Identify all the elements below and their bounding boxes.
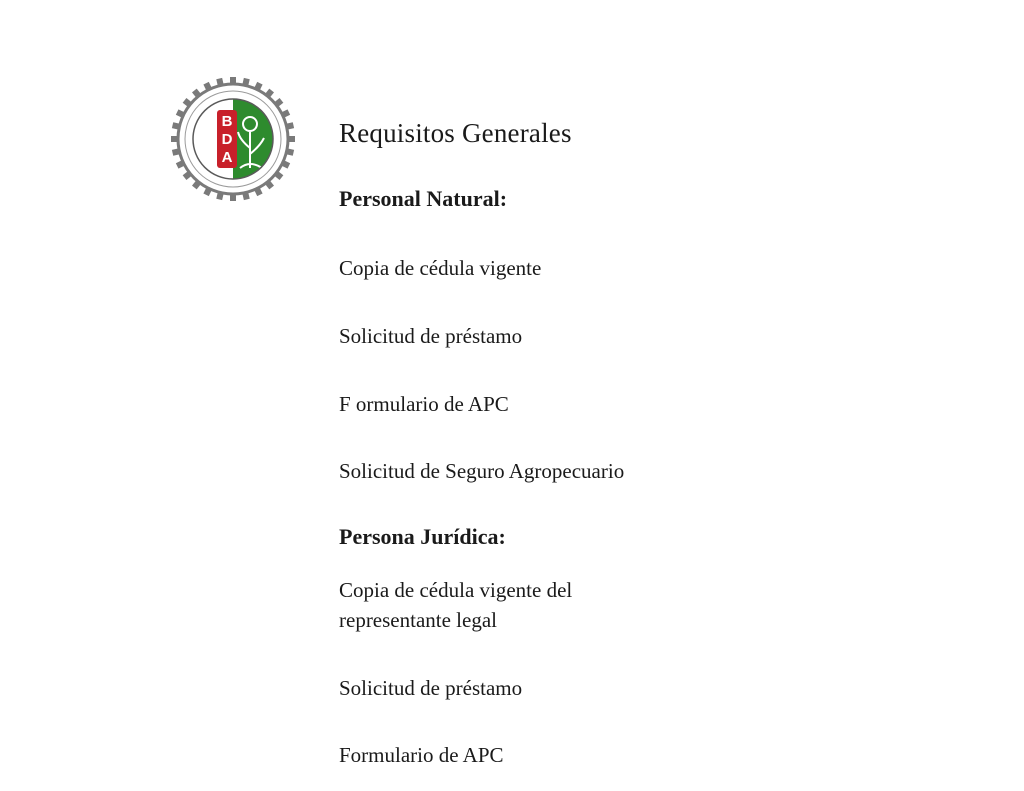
requirement-item: Solicitud de Seguro Agropecuario xyxy=(339,459,625,483)
section-heading-persona-natural: Personal Natural: xyxy=(339,186,508,211)
requirement-item: Copia de cédula vigente xyxy=(339,256,542,280)
section-heading-persona-juridica: Persona Jurídica: xyxy=(339,524,506,549)
logo-letter-b: B xyxy=(221,113,233,130)
bda-seal-icon xyxy=(170,76,296,202)
bda-logo xyxy=(170,76,296,202)
requirement-item: Formulario de APC xyxy=(339,743,504,767)
logo-letter-d: D xyxy=(221,131,233,148)
requirement-item: F ormulario de APC xyxy=(339,392,509,416)
requirement-item: Copia de cédula vigente del representante legal xyxy=(339,578,573,632)
logo-letter-a: A xyxy=(221,149,233,166)
requirement-item: Solicitud de préstamo xyxy=(339,324,523,348)
requirement-item: Solicitud de préstamo xyxy=(339,676,523,700)
document-title: Requisitos Generales xyxy=(339,118,572,148)
